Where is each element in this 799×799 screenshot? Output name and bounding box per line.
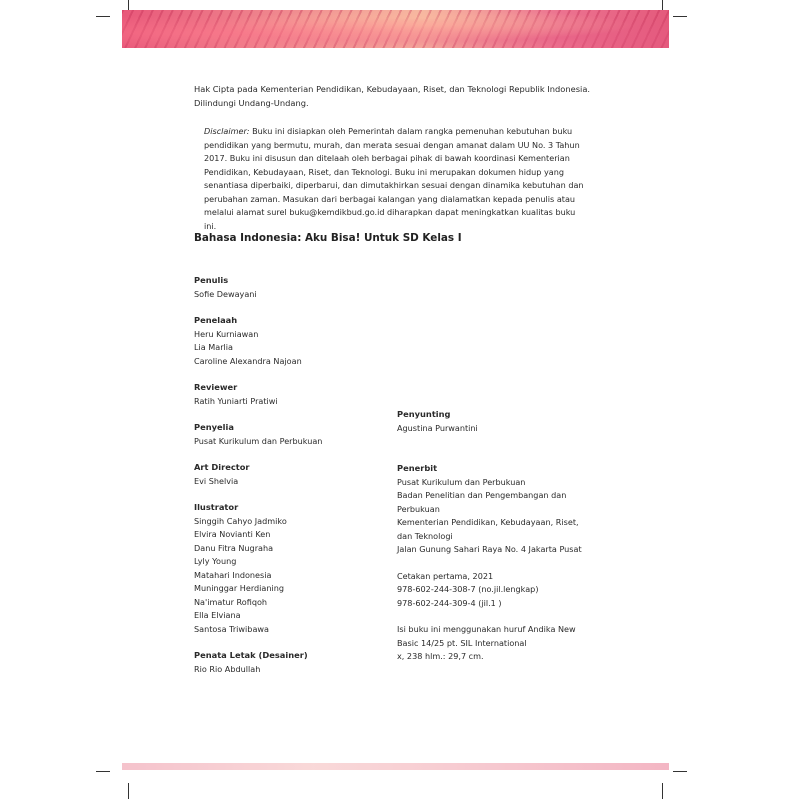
copyright-line-1: Hak Cipta pada Kementerian Pendidikan, Kebudayaan, Riset, dan Teknologi Republik Indonesia. <box>194 84 591 94</box>
art-director-name: Evi Shelvia <box>194 475 239 486</box>
ilustrator-name: Singgih Cahyo Jadmiko <box>194 515 287 526</box>
penelaah-name: Lia Marlia <box>194 342 234 352</box>
penyunting-name: Agustina Purwantini <box>397 422 478 433</box>
penerbit-line: Perbukuan <box>397 503 440 514</box>
crop-mark-bottom-right-v <box>662 783 663 799</box>
penulis-label: Penulis <box>194 275 229 285</box>
credits-left-column <box>194 274 394 676</box>
isbn-complete: 978-602-244-308-7 (no.jil.lengkap) <box>397 584 539 594</box>
disclaimer <box>204 125 584 233</box>
penerbit-line: Badan Penelitian dan Pengembangan dan <box>397 490 567 500</box>
ilustrator-name: Muninggar Herdianing <box>194 583 284 593</box>
isbn-volume: 978-602-244-309-4 (jil.1 ) <box>397 597 502 608</box>
ilustrator-name: Elvira Novianti Ken <box>194 529 271 539</box>
crop-mark-top-right-h <box>673 16 687 17</box>
penerbit-label: Penerbit <box>397 463 438 473</box>
ilustrator-name: Na'imatur Rofiqoh <box>194 596 268 607</box>
ilustrator-name: Matahari Indonesia <box>194 569 272 580</box>
ilustrator-name: Ella Elviana <box>194 610 241 620</box>
reviewer-name: Ratih Yuniarti Pratiwi <box>194 395 278 406</box>
copyright-notice <box>194 83 594 110</box>
crop-mark-bottom-right-h <box>673 771 687 772</box>
reviewer-label: Reviewer <box>194 382 238 392</box>
penelaah-label: Penelaah <box>194 315 238 325</box>
book-title: Bahasa Indonesia: Aku Bisa! Untuk SD Kelas I <box>194 232 462 244</box>
penata-letak-name: Rio Rio Abdullah <box>194 663 261 674</box>
page-count-line: x, 238 hlm.: 29,7 cm. <box>397 651 484 661</box>
penyunting-label: Penyunting <box>397 409 451 419</box>
crop-mark-bottom-left-h <box>96 771 110 772</box>
penyelia-name: Pusat Kurikulum dan Perbukuan <box>194 435 323 446</box>
decorative-footer-strip <box>122 763 669 770</box>
edition-line: Cetakan pertama, 2021 <box>397 570 494 581</box>
penyelia-label: Penyelia <box>194 422 234 432</box>
art-director-label: Art Director <box>194 462 250 472</box>
copyright-line-2: Dilindungi Undang-Undang. <box>194 97 309 108</box>
disclaimer-text: Buku ini disiapkan oleh Pemerintah dalam rangka pemenuhan kebutuhan buku pendidikan yang bermutu, murah, dan merata sesuai dengan amanat dalam UU No. 3 Tahun 2017. Buku ini disusun dan ditelaah oleh berbagai pihak di bawah koordinasi Kementerian Pendidikan, Kebudayaan, Riset, dan Teknologi. Buku ini merupakan dokumen hidup yang senantiasa diperbaiki, diperbarui, dan dimutakhirkan sesuai dengan dinamika kebutuhan dan perubahan zaman. Masukan dari berbagai kalangan yang dialamatkan kepada penulis atau melalui alamat surel buku@kemdikbud.go.id diharapkan dapat meningkatkan kualitas buku ini. <box>204 126 584 231</box>
typography-line: Isi buku ini menggunakan huruf Andika New <box>397 624 576 634</box>
ilustrator-name: Danu Fitra Nugraha <box>194 542 274 553</box>
penerbit-line: Kementerian Pendidikan, Kebudayaan, Riset, <box>397 517 579 527</box>
penerbit-line: dan Teknologi <box>397 530 453 541</box>
penulis-name: Sofie Dewayani <box>194 288 257 299</box>
typography-line: Basic 14/25 pt. SIL International <box>397 637 527 648</box>
ilustrator-label: Ilustrator <box>194 502 239 512</box>
disclaimer-label: Disclaimer: <box>204 126 250 136</box>
crop-mark-bottom-left-v <box>128 783 129 799</box>
penerbit-line: Pusat Kurikulum dan Perbukuan <box>397 476 526 487</box>
penelaah-name: Caroline Alexandra Najoan <box>194 355 302 366</box>
credits-right-column <box>397 408 597 664</box>
crop-mark-top-left-h <box>96 16 110 17</box>
ilustrator-name: Lyly Young <box>194 556 237 566</box>
penelaah-name: Heru Kurniawan <box>194 328 259 339</box>
decorative-banner <box>122 10 669 48</box>
penata-letak-label: Penata Letak (Desainer) <box>194 650 308 660</box>
penerbit-address: Jalan Gunung Sahari Raya No. 4 Jakarta Pusat <box>397 544 582 554</box>
ilustrator-name: Santosa Triwibawa <box>194 623 269 634</box>
